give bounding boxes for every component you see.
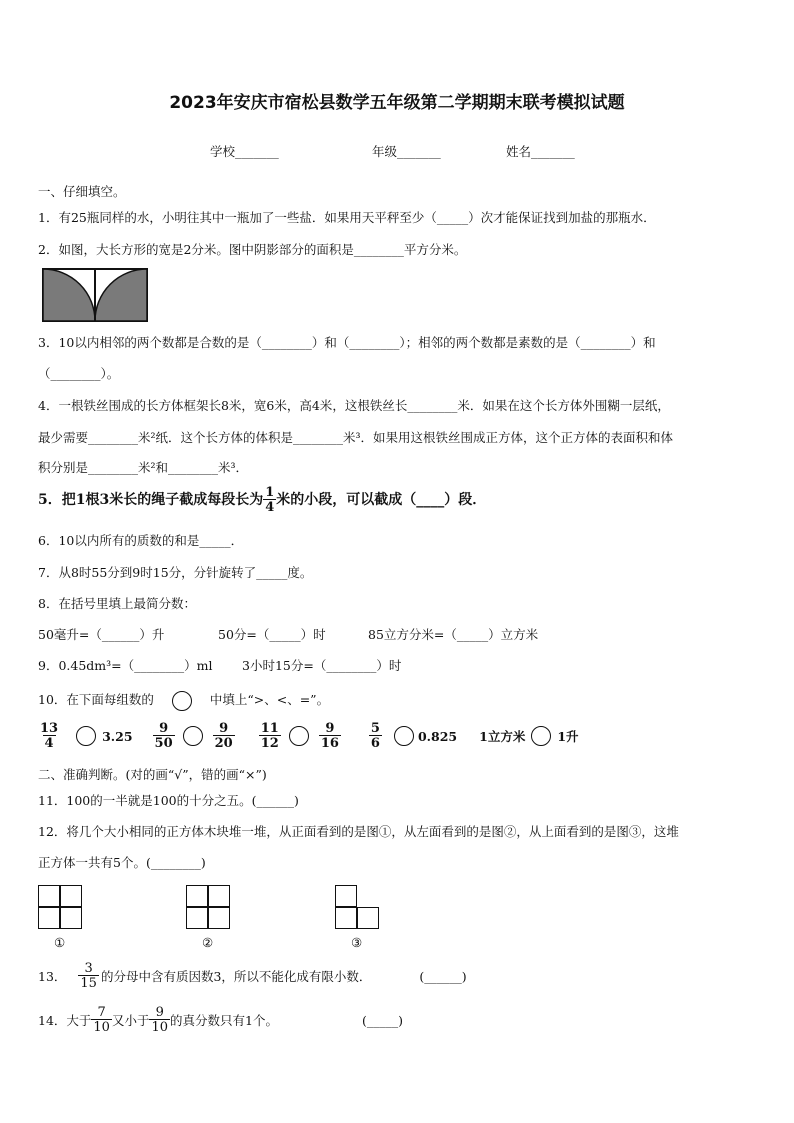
question-4-line-2: 最少需要________米²纸．这个长方体的体积是________米³．如果用这根铁丝围成正方体，这个正方体的表面积和体 [38, 430, 674, 445]
question-2: 2．如图，大长方形的宽是2分米。图中阴影部分的面积是________平方分米。 [38, 242, 467, 257]
fraction-9-16: $\frac{9}{16}$ [320, 721, 339, 751]
question-4-line-3: 积分别是________米²和________米³． [38, 460, 249, 475]
fraction-7-10: $\frac{7}{10}$ [93, 1005, 110, 1035]
question-10-pre: 10．在下面每组数的 [38, 692, 154, 707]
comparison-row [38, 722, 579, 750]
question-3-line-1: 3．10以内相邻的两个数都是合数的是（________）和（________）；相邻的两个数都是素数的是（________）和 [38, 335, 656, 350]
grade-field: 年级_______ [372, 144, 441, 159]
value-0-825: 0.825 [417, 728, 458, 744]
question-4-line-1: 4．一根铁丝围成的长方体框架长8米，宽6米，高4米，这根铁丝长________米．如果在这个长方体外围糊一层纸， [38, 398, 670, 413]
fraction-5-6: $\frac{5}{6}$ [370, 721, 380, 751]
question-14-blank: (_____) [361, 1012, 403, 1028]
comparison-circle-icon [172, 691, 192, 711]
compare-circle-2[interactable] [183, 726, 203, 746]
compare-circle-4[interactable] [394, 726, 414, 746]
figure-label-1: ① [54, 935, 66, 950]
question-12-line-1: 12．将几个大小相同的正方体木块堆一堆，从正面看到的是图①，从左面看到的是图②，从上面看到的是图③，这堆 [38, 824, 679, 839]
question-8-item-c: 85立方分米=（_____）立方米 [368, 627, 539, 642]
value-1-cubic-meter: 1立方米 [479, 729, 526, 744]
question-13-blank: (______) [419, 968, 467, 984]
question-8-item-b: 50分=（_____）时 [218, 627, 326, 642]
fraction-9-10: $\frac{9}{10}$ [151, 1005, 169, 1035]
name-field: 姓名_______ [506, 144, 575, 159]
question-12-line-2: 正方体一共有5个。(________) [38, 855, 206, 870]
compare-circle-3[interactable] [289, 726, 309, 746]
question-7: 7．从8时55分到9时15分，分针旋转了_____度。 [38, 565, 313, 580]
question-9-item-a: 9．0.45dm³=（________）ml [38, 658, 213, 673]
figure-label-3: ③ [351, 935, 363, 950]
fraction-one-quarter: $\frac{1}{4}$ [265, 485, 275, 515]
question-8: 8．在括号里填上最简分数： [38, 596, 196, 611]
question-8-item-a: 50毫升=（______）升 [38, 627, 165, 642]
question-5-pre: 5．把1根3米长的绳子截成每段长为 [38, 492, 264, 508]
compare-circle-1[interactable] [76, 726, 96, 746]
section-1-heading: 一、仔细填空。 [38, 184, 126, 199]
question-5 [38, 486, 486, 514]
fraction-13-4: $\frac{13}{4}$ [40, 721, 59, 751]
question-10 [38, 690, 329, 711]
fraction-9-20: $\frac{9}{20}$ [214, 721, 233, 751]
compare-circle-5[interactable] [531, 726, 551, 746]
view-figure-1 [38, 885, 84, 931]
question-1: 1．有25瓶同样的水，小明往其中一瓶加了一些盐．如果用天平秤至少（_____）次才能保证找到加盐的那瓶水． [38, 210, 656, 225]
school-field: 学校_______ [210, 144, 279, 159]
question-11: 11．100的一半就是100的十分之五。(______) [38, 793, 299, 808]
question-6: 6．10以内所有的质数的和是_____． [38, 533, 244, 548]
question-10-post: 中填上“>、<、=”。 [209, 692, 330, 707]
fraction-9-50: $\frac{9}{50}$ [154, 721, 173, 751]
fraction-11-12: $\frac{11}{12}$ [260, 721, 279, 751]
fraction-3-15: $\frac{3}{15}$ [80, 961, 97, 991]
view-figure-3 [335, 885, 381, 931]
question-14: 14．大于 $\frac{7}{10}$ 又小于 $\frac{9}{10}$ 的真分数只有1个。 (_____) [38, 1005, 403, 1035]
section-2-heading: 二、准确判断。(对的画“√”，错的画“×”) [38, 767, 267, 782]
figure-label-2: ② [202, 935, 214, 950]
question-9-item-b: 3小时15分=（________）时 [242, 658, 402, 673]
value-1-liter: 1升 [557, 729, 579, 744]
question-13: 13． $\frac{3}{15}$ 的分母中含有质因数3，所以不能化成有限小数． (______) [38, 961, 467, 991]
question-3-line-2: （________）。 [38, 366, 120, 381]
page-title: 2023年安庆市宿松县数学五年级第二学期期末联考模拟试题 [169, 93, 625, 113]
rectangle-shaded-figure [42, 268, 148, 322]
value-3-25: 3.25 [102, 728, 133, 744]
view-figure-2 [186, 885, 232, 931]
question-5-post: 米的小段，可以截成（____）段． [276, 492, 487, 508]
